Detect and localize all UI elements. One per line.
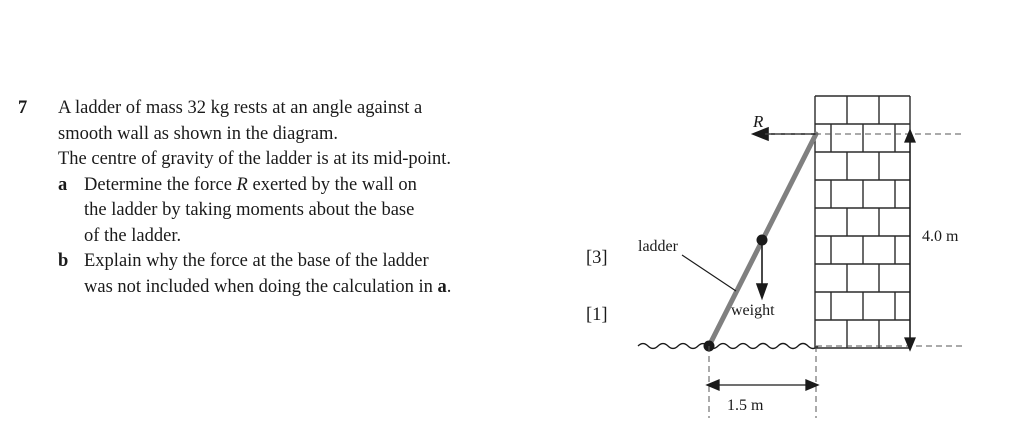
question-stem-text-2: smooth wall as shown in the diagram. — [58, 123, 339, 144]
question-stem-text-1: A ladder of mass 32 kg rests at an angle against a — [58, 98, 423, 118]
part-b-ref-a: a — [437, 276, 447, 297]
part-a-line-1 — [18, 173, 638, 199]
part-a-line-3 — [18, 224, 638, 250]
weight-label: weight — [731, 302, 775, 319]
part-a-text-3: of the ladder. — [84, 225, 182, 246]
part-a-line-2 — [18, 198, 638, 224]
part-a-text-2: the ladder by taking moments about the base — [84, 200, 415, 221]
question-stem-text-3: The centre of gravity of the ladder is at its mid-point. — [58, 149, 452, 170]
ladder-diagram — [620, 78, 1020, 428]
question-number: 7 — [18, 98, 28, 118]
marks-part-a: [3] — [586, 248, 608, 268]
dimension-guides — [709, 134, 965, 418]
question-stem-line-3 — [18, 147, 638, 173]
height-dimension-arrow — [905, 130, 915, 350]
ground-line — [638, 344, 818, 349]
part-a-text-1 — [84, 173, 638, 199]
part-b-text-2 — [84, 275, 638, 301]
part-a-text-1-post: exerted by the wall on — [247, 174, 417, 195]
ladder-label: ladder — [638, 238, 678, 255]
part-b-letter: b — [58, 251, 69, 272]
part-b-line-2 — [18, 275, 638, 301]
base-dimension-arrow — [707, 380, 818, 390]
ladder-diagram-svg — [620, 78, 1020, 428]
question-block — [18, 96, 638, 300]
part-a-text-1-pre: Determine the force — [84, 174, 237, 195]
force-symbol-r: R — [236, 174, 248, 195]
question-stem-line-2 — [18, 122, 638, 148]
part-b-line-1 — [18, 249, 638, 275]
base-dimension-label: 1.5 m — [727, 397, 764, 414]
part-b-text-2-post: . — [446, 276, 452, 297]
height-dimension-label: 4.0 m — [922, 228, 959, 245]
reaction-force-label: R — [753, 112, 764, 131]
part-b-text-1: Explain why the force at the base of the ladder — [84, 251, 429, 272]
question-stem-line-1 — [18, 96, 638, 122]
ladder-leader-line — [682, 255, 736, 291]
part-b-text-2-pre: was not included when doing the calculation in — [84, 276, 438, 297]
part-a-letter: a — [58, 174, 68, 195]
marks-part-b: [1] — [586, 305, 608, 325]
